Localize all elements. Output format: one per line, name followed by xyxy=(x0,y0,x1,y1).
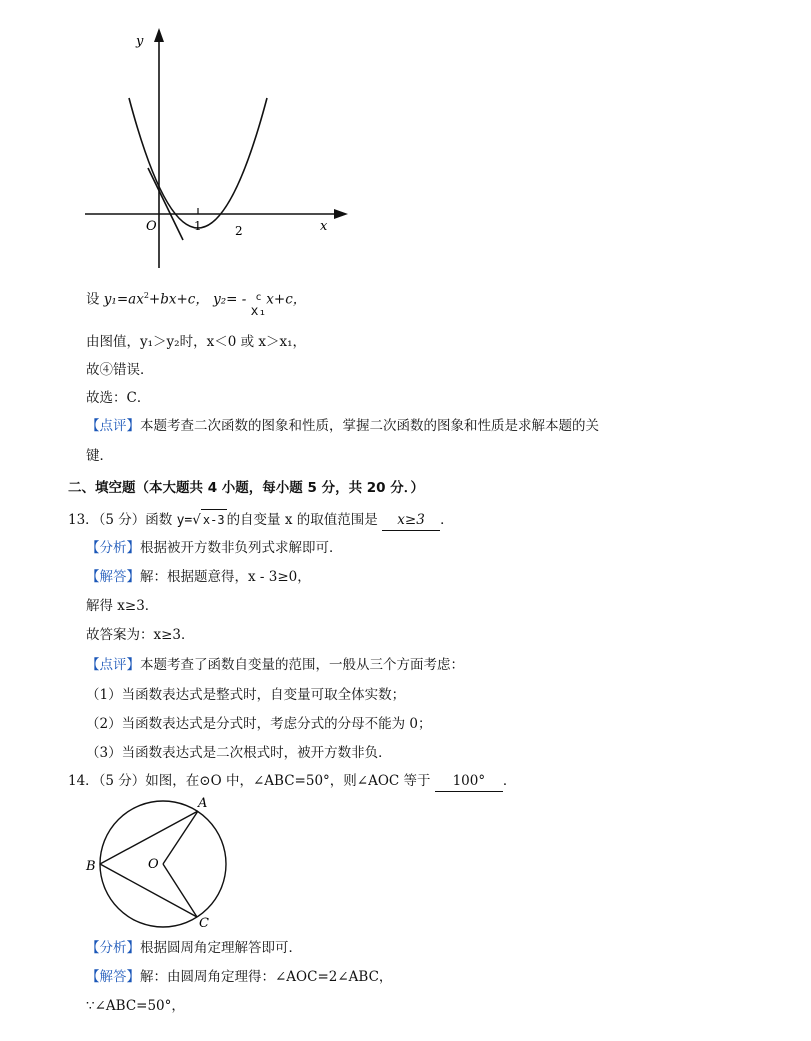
solution-13: 【解答】解：根据题意得，x - 3≥0， xyxy=(86,569,311,585)
question-13: 13．（5 分）函数 y=√ x-3 的自变量 x 的取值范围是 x≥3 ． xyxy=(68,509,454,531)
point-o-label: O xyxy=(148,857,159,872)
analysis-14: 【分析】根据圆周角定理解答即可． xyxy=(86,940,302,956)
x-axis-label: x xyxy=(320,219,328,234)
comment-tag: 【点评】 xyxy=(86,418,140,434)
fraction-c-over-x1: c x₁ xyxy=(250,292,267,319)
comment-block-1-cont: 键． xyxy=(86,448,113,464)
segment-oa xyxy=(163,811,198,864)
tick-label-2: 2 xyxy=(235,224,243,238)
comment-13-item2: （2）当函数表达式是分式时，考虑分式的分母不能为 0； xyxy=(86,716,432,732)
comment-13: 【点评】本题考查了函数自变量的范围，一般从三个方面考虑： xyxy=(86,657,464,673)
sqrt-symbol: √ xyxy=(192,512,201,528)
line-graph-reading: 由图值，y₁＞y₂时，x＜0 或 x＞x₁， xyxy=(86,334,307,350)
question-14: 14．（5 分）如图，在⊙O 中，∠ABC=50°，则∠AOC 等于 100° ． xyxy=(68,771,516,792)
x-axis-arrow-icon xyxy=(334,209,348,219)
origin-label: O xyxy=(146,219,157,234)
point-b-label: B xyxy=(86,859,96,874)
analysis-13: 【分析】根据被开方数非负列式求解即可． xyxy=(86,540,343,556)
tick-label-1: 1 xyxy=(194,219,202,233)
parabola-graph xyxy=(80,28,360,273)
section-heading: 二、填空题（本大题共 4 小题，每小题 5 分，共 20 分．） xyxy=(68,480,425,496)
y-axis-label: y xyxy=(136,34,144,49)
solution-14: 【解答】解：由圆周角定理得：∠AOC=2∠ABC， xyxy=(86,969,393,985)
comment-13-item1: （1）当函数表达式是整式时，自变量可取全体实数； xyxy=(86,687,406,703)
line-choose-c: 故选：C． xyxy=(86,390,151,406)
point-c-label: C xyxy=(199,916,209,931)
comment-block-1: 【点评】本题考查二次函数的图象和性质，掌握二次函数的图象和性质是求解本题的关 xyxy=(86,418,599,434)
point-a-label: A xyxy=(198,796,208,811)
line-set-functions: 设 $y_1=ax^2+bx+c$， y₂= - c x₁ x+c， xyxy=(86,291,307,319)
answer-blank-14: 100° xyxy=(435,771,503,792)
solution-14-line1: ∵∠ABC=50°， xyxy=(86,998,185,1014)
solution-13-line2: 故答案为：x≥3． xyxy=(86,627,195,643)
y-axis-arrow-icon xyxy=(154,28,164,42)
solution-13-line1: 解得 x≥3． xyxy=(86,598,159,614)
segment-oc xyxy=(163,864,197,917)
comment-13-item3: （3）当函数表达式是二次根式时，被开方数非负． xyxy=(86,745,392,761)
radicand: x-3 xyxy=(201,509,227,530)
answer-blank-13: x≥3 xyxy=(382,510,440,531)
circle-diagram xyxy=(80,792,230,932)
line-wrong-4: 故④错误． xyxy=(86,362,154,378)
